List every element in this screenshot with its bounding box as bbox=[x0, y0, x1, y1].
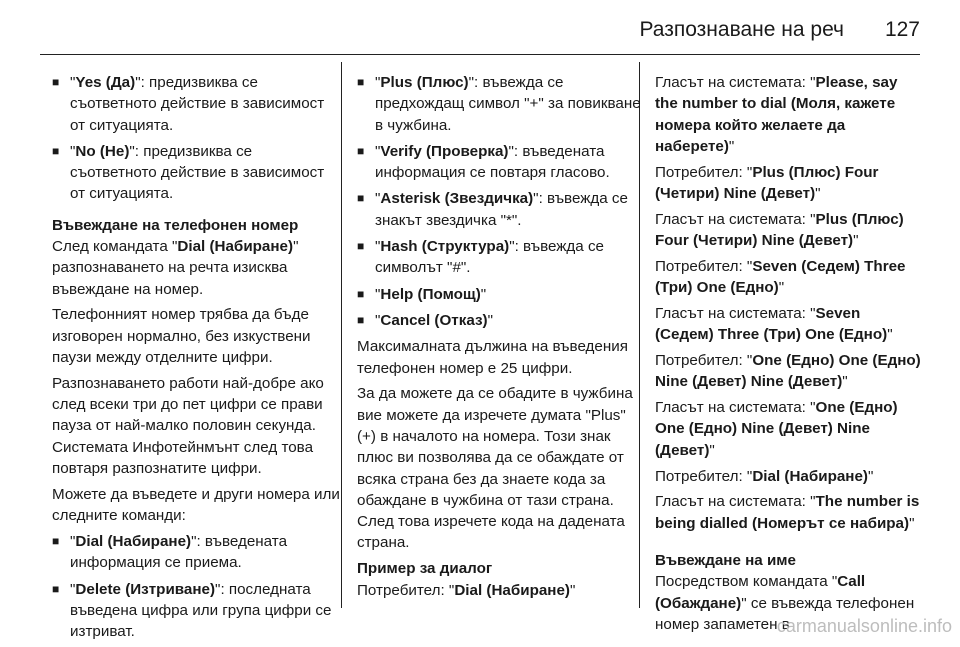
bullet-square-icon: ■ bbox=[52, 581, 60, 596]
dialog-line: Потребител: "Plus (Плюс) Four (Четири) Nine (Девет)" bbox=[655, 163, 879, 202]
dialog-line: Гласът на системата: "The number is being dialled (Номерът се набира)" bbox=[655, 493, 920, 532]
paragraph: Максималната дължина на въведения телефонен номер е 25 цифри. bbox=[357, 338, 628, 377]
section-heading: Пример за диалог bbox=[357, 560, 493, 578]
paragraph: Посредством командата "Call (Обаждане)" се въвежда телефонен номер запаметен в bbox=[655, 573, 915, 633]
command-term: No (Не) bbox=[75, 142, 130, 160]
paragraph: Разпознаването работи най-добре ако след всеки три до пет цифри се прави пауза от най-малко половин секунда. Системата Инфотейнмънт след това повтаря разпознатите цифри. bbox=[52, 374, 324, 478]
paragraph: Можете да въведете и други номера или следните команди: bbox=[52, 485, 340, 525]
paragraph: Телефонният номер трябва да бъде изговорен нормално, без изкуствени паузи между отделните цифри. bbox=[52, 306, 311, 367]
column-1 bbox=[52, 72, 340, 647]
column-divider-1 bbox=[341, 62, 342, 608]
header-rule bbox=[40, 54, 920, 55]
bullet-square-icon: ■ bbox=[357, 239, 365, 254]
dialog-line: Потребител: "One (Едно) One (Едно) Nine (Девет) Nine (Девет)" bbox=[655, 352, 921, 391]
bullet-square-icon: ■ bbox=[52, 75, 60, 89]
watermark: carmanualsonline.info bbox=[776, 616, 952, 636]
dialog-line: Гласът на системата: "Seven (Седем) Three (Три) One (Едно)" bbox=[655, 304, 893, 344]
dialog-line: Потребител: "Dial (Набиране)" bbox=[655, 467, 874, 485]
bullet-item-dial: ■ "Dial (Набиране)": въведената информация се приема. bbox=[52, 531, 340, 574]
page-number: 127 bbox=[884, 18, 920, 41]
paragraph: След командата "Dial (Набиране)" разпознаването на речта изисква въвеждане на номер. bbox=[52, 238, 299, 298]
bullet-item-asterisk: ■ "Asterisk (Звездичка)": въвежда се знакът звездичка "*". bbox=[357, 188, 645, 231]
bullet-item-cancel: ■ "Cancel (Отказ)" bbox=[357, 310, 645, 331]
dialog-line: Потребител: "Dial (Набиране)" bbox=[357, 581, 576, 599]
column-3 bbox=[655, 72, 923, 640]
bullet-square-icon: ■ bbox=[357, 286, 365, 301]
dialog-line: Гласът на системата: "Plus (Плюс) Four (Четири) Nine (Девет)" bbox=[655, 210, 904, 250]
page-title: Разпознаване на реч bbox=[639, 18, 844, 41]
bullet-item-plus: ■ "Plus (Плюс)": въвежда се предхождащ символ "+" за повикване в чужбина. bbox=[357, 72, 645, 136]
bullet-item-delete: ■ "Delete (Изтриване)": последната въведена цифра или група цифри се изтриват. bbox=[52, 579, 340, 643]
bullet-square-icon: ■ bbox=[357, 143, 365, 158]
bullet-item-yes: ■ "Yes (Да)": предизвиква се съответното действие в зависимост от ситуацията. bbox=[52, 72, 340, 136]
bullet-square-icon: ■ bbox=[357, 191, 365, 206]
paragraph: За да можете да се обадите в чужбина вие можете да изречете думата "Plus" (+) в началото на номера. Този знак плюс ви позволява да се обаждате от всяка страна без да знаете кода за обаждане в чужбина от тази страна. След това изречете кода на дадената страна. bbox=[357, 385, 633, 552]
bullet-square-icon: ■ bbox=[357, 75, 365, 89]
bullet-item-hash: ■ "Hash (Структура)": въвежда се символът "#". bbox=[357, 236, 645, 279]
column-2 bbox=[357, 72, 645, 605]
bullet-item-verify: ■ "Verify (Проверка)": въведената информация се повтаря гласово. bbox=[357, 141, 645, 184]
dialog-line: Потребител: "Seven (Седем) Three (Три) One (Едно)" bbox=[655, 257, 906, 297]
section-heading: Въвеждане на име bbox=[655, 551, 796, 569]
bullet-square-icon: ■ bbox=[357, 312, 365, 327]
bullet-item-help: ■ "Help (Помощ)" bbox=[357, 284, 645, 305]
bullet-item-no: ■ "No (Не)": предизвиква се съответното действие в зависимост от ситуацията. bbox=[52, 141, 340, 205]
dialog-line: Гласът на системата: "Please, say the number to dial (Моля, кажете номера който желаете да наберете)" bbox=[655, 74, 898, 155]
bullet-square-icon: ■ bbox=[52, 533, 60, 548]
bullet-square-icon: ■ bbox=[52, 143, 60, 158]
dialog-line: Гласът на системата: "One (Едно) One (Едно) Nine (Девет) Nine (Девет)" bbox=[655, 399, 898, 459]
command-term: Yes (Да) bbox=[75, 74, 136, 91]
section-heading: Въвеждане на телефонен номер bbox=[52, 216, 299, 234]
